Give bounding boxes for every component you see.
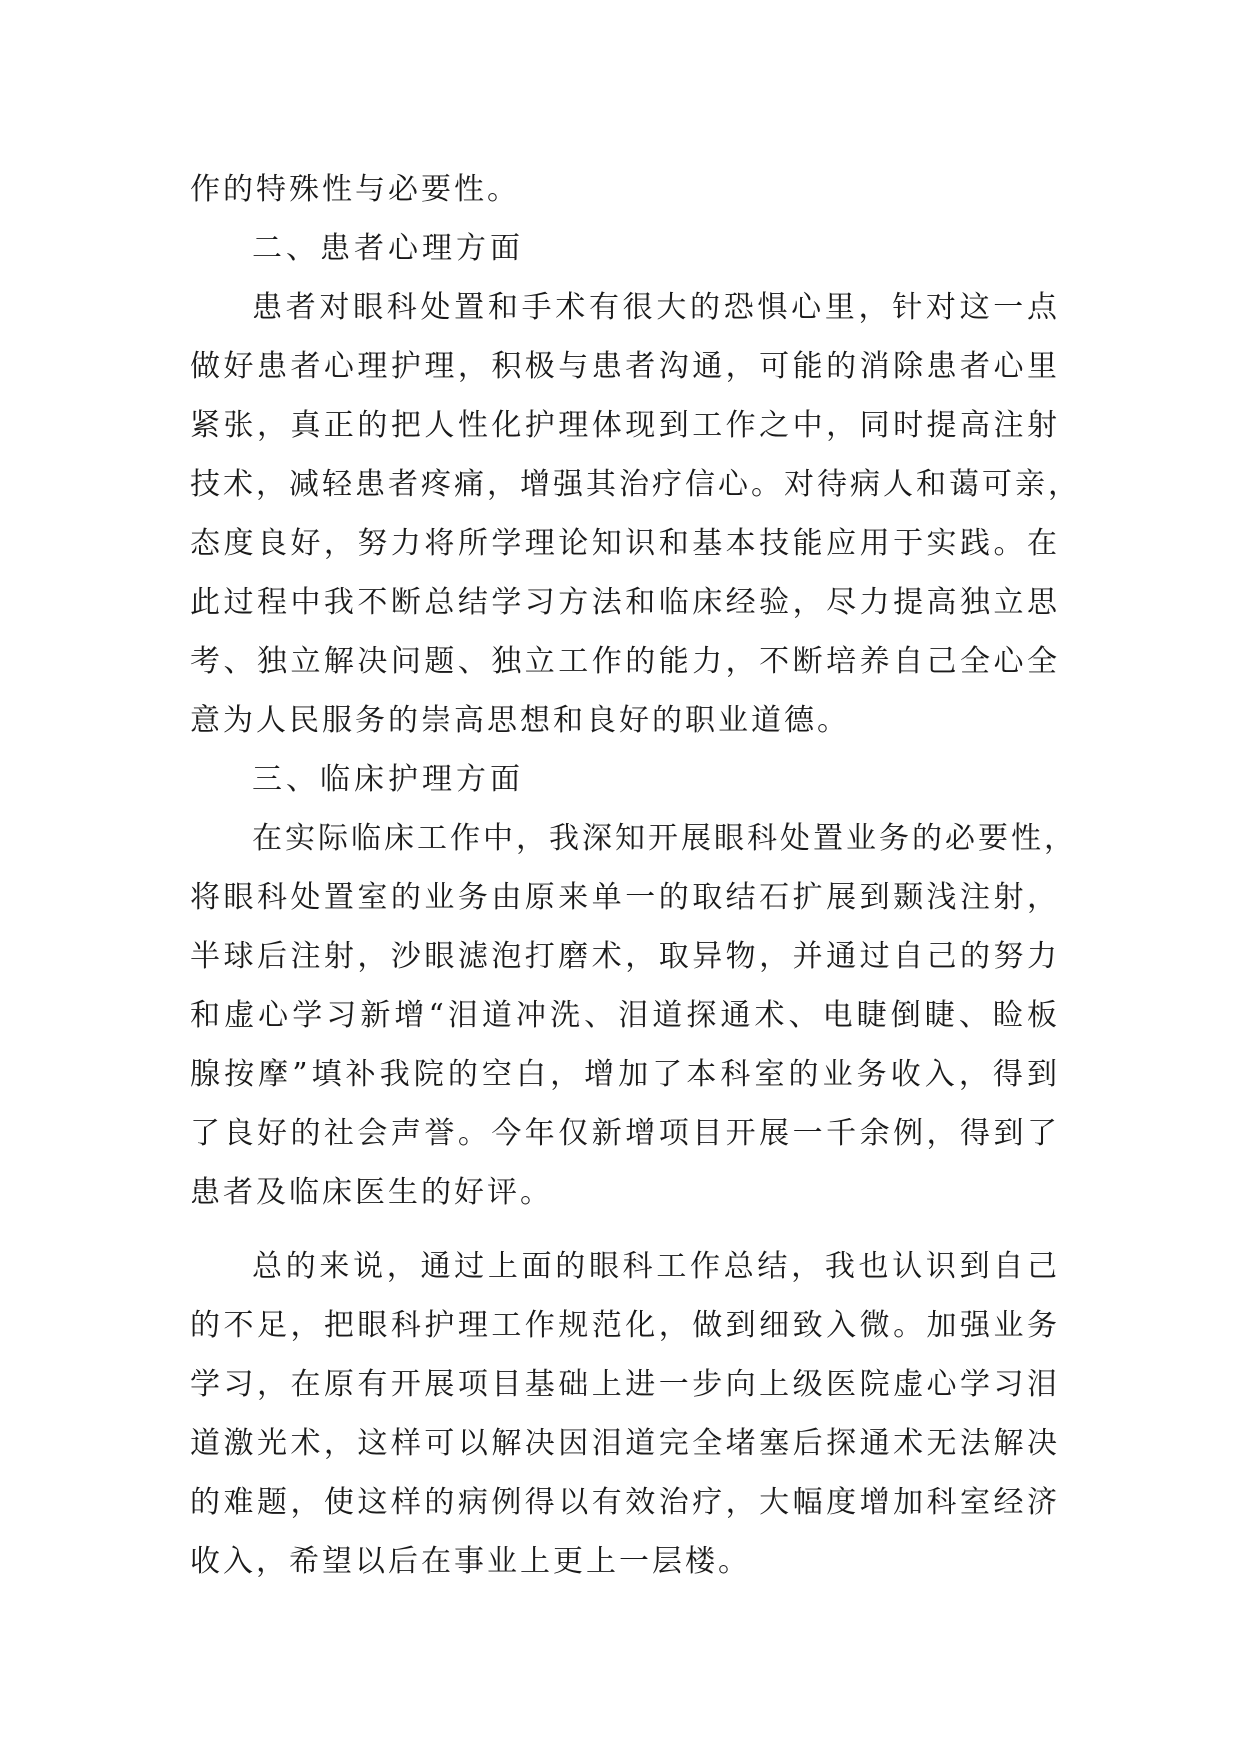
text-line: 的不足，把眼科护理工作规范化，做到细致入微。加强业务	[190, 1308, 1060, 1343]
text-line: 道激光术，这样可以解决因泪道完全堵塞后探通术无法解决	[190, 1426, 1060, 1461]
text-line: 在实际临床工作中，我深知开展眼科处置业务的必要性，	[252, 821, 1077, 856]
text-line: 意为人民服务的崇高思想和良好的职业道德。	[190, 703, 850, 738]
text-line: 和虚心学习新增“泪道冲洗、泪道探通术、电睫倒睫、睑板	[190, 998, 1060, 1033]
text-line: 的难题，使这样的病例得以有效治疗，大幅度增加科室经济	[190, 1485, 1060, 1520]
text-line: 患者对眼科处置和手术有很大的恐惧心里，针对这一点	[252, 290, 1060, 325]
text-line: 了良好的社会声誉。今年仅新增项目开展一千余例，得到了	[190, 1116, 1060, 1151]
text-line: 作的特殊性与必要性。	[190, 172, 520, 207]
section-heading-patient-psychology: 二、患者心理方面	[252, 231, 524, 266]
text-line: 患者及临床医生的好评。	[190, 1175, 553, 1210]
text-line: 考、独立解决问题、独立工作的能力，不断培养自己全心全	[190, 644, 1060, 679]
text-line: 紧张，真正的把人性化护理体现到工作之中，同时提高注射	[190, 408, 1060, 443]
text-line: 学习，在原有开展项目基础上进一步向上级医院虚心学习泪	[190, 1367, 1060, 1402]
text-line: 此过程中我不断总结学习方法和临床经验，尽力提高独立思	[190, 585, 1060, 620]
text-line: 态度良好，努力将所学理论知识和基本技能应用于实践。在	[190, 526, 1060, 561]
text-line: 半球后注射，沙眼滤泡打磨术，取异物，并通过自己的努力	[190, 939, 1060, 974]
text-line: 总的来说，通过上面的眼科工作总结，我也认识到自己	[252, 1249, 1060, 1284]
section-heading-clinical-nursing: 三、临床护理方面	[252, 762, 524, 797]
text-line: 腺按摩”填补我院的空白，增加了本科室的业务收入，得到	[190, 1057, 1060, 1092]
text-line: 收入，希望以后在事业上更上一层楼。	[190, 1544, 751, 1579]
document-page	[190, 160, 1081, 1591]
text-line: 将眼科处置室的业务由原来单一的取结石扩展到颞浅注射，	[190, 880, 1060, 915]
text-line: 做好患者心理护理，积极与患者沟通，可能的消除患者心里	[190, 349, 1060, 384]
text-line: 技术，减轻患者疼痛，增强其治疗信心。对待病人和蔼可亲，	[190, 467, 1081, 502]
